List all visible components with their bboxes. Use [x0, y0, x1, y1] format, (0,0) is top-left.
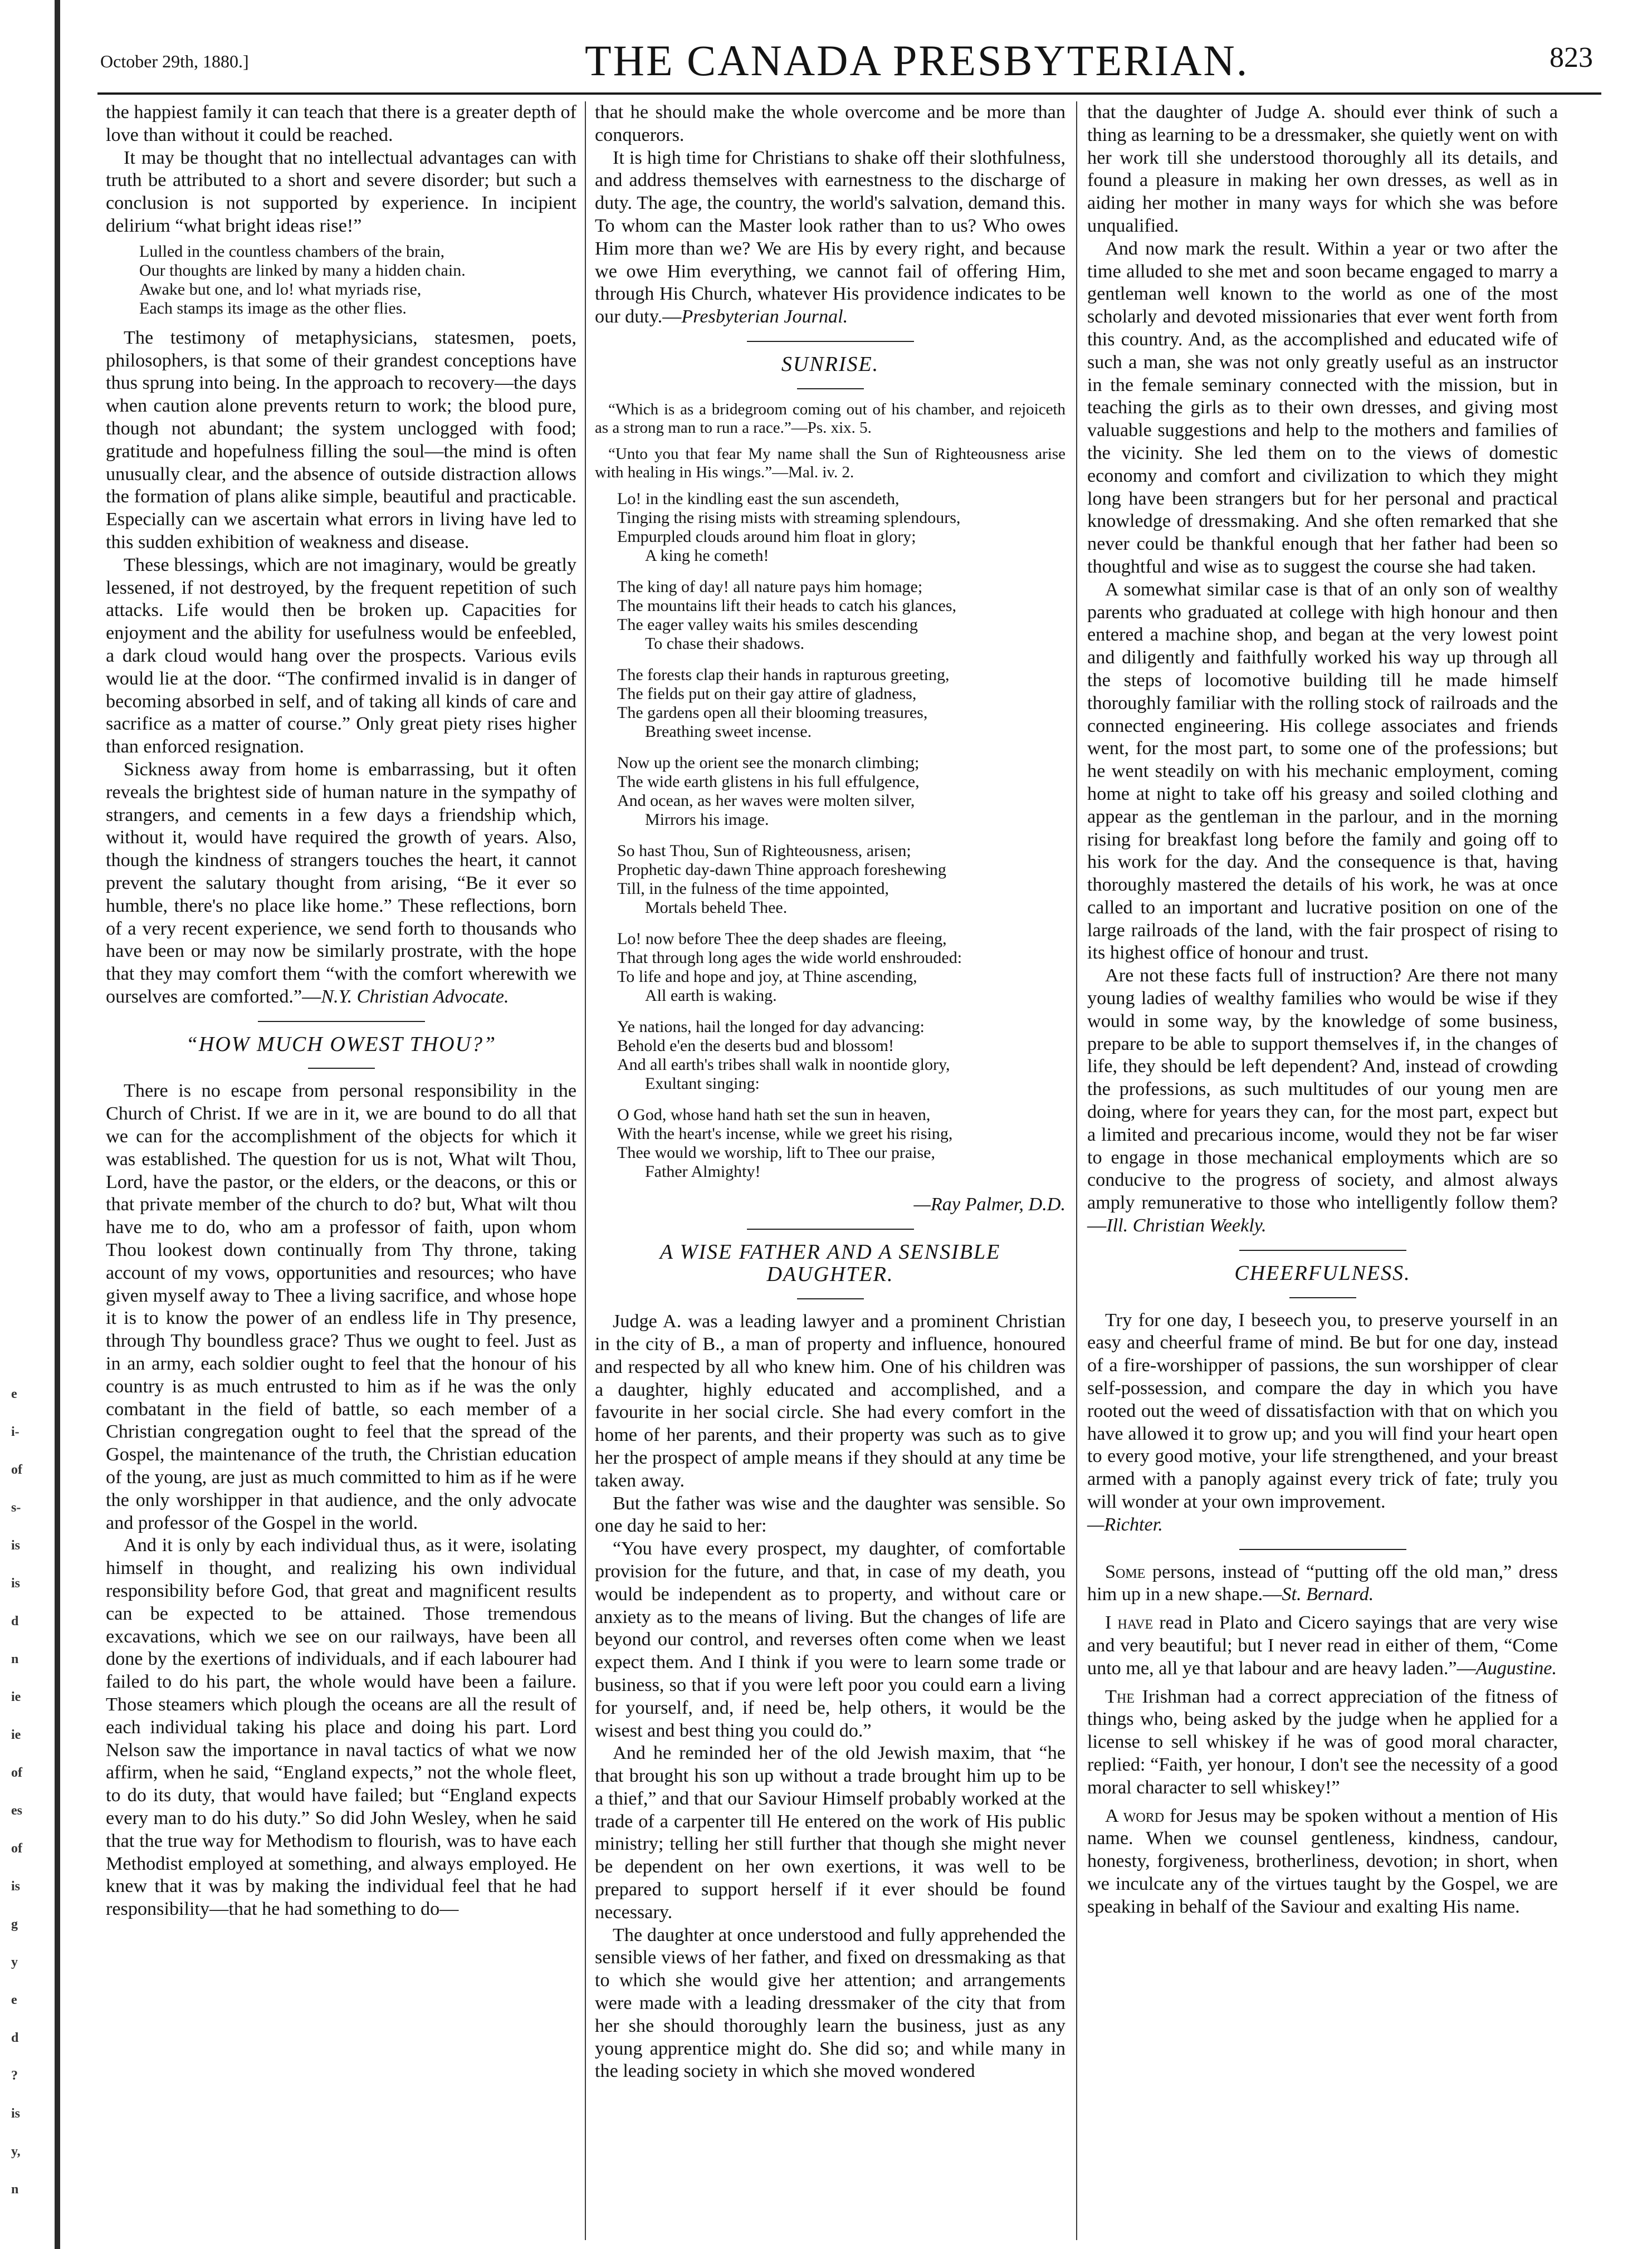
gutter-fragment: of	[11, 1841, 22, 1856]
paragraph	[1087, 1561, 1558, 1607]
paragraph-text: Irishman had a correct appreciation of the fitness of things who, being asked by the judge when he applied for a license to sell whiskey if he was of good moral character, replied: “Faith, yer honour, I don't see the necessity of a good moral character to sell whiskey!”	[1087, 1686, 1558, 1798]
column-divider	[1076, 101, 1077, 2240]
poem-line: To chase their shadows.	[645, 634, 805, 653]
poem-line: Ye nations, hail the longed for day advancing:	[617, 1017, 925, 1036]
poem-line: The fields put on their gay attire of gladness,	[617, 684, 917, 703]
paragraph	[1087, 1805, 1558, 1919]
paragraph-text: Are not these facts full of instruction? Are there not many young ladies of wealthy families who would be wise if they would in some way, by the knowledge of some business, prepare to be able to support themselves if, in the changes of life, they should be left dependent? And, instead of crowding the professions, as such multitudes of our young men are doing, where for years they can, for the most part, expect but a limited and precarious income, would they not be far wiser to engage in those mechanical employments which are so conducive to the progress of society, and almost always amply remunerative to those who intelligently follow them?—	[1087, 965, 1558, 1236]
poem-line: The forests clap their hands in rapturous greeting,	[617, 665, 950, 684]
poem-line: Behold e'en the deserts bud and blossom!	[617, 1036, 894, 1055]
paragraph	[595, 147, 1066, 329]
poem-line: A king he cometh!	[645, 546, 769, 565]
poem-line: Till, in the fulness of the time appointed,	[617, 879, 889, 898]
masthead	[95, 32, 1599, 88]
verse-quote	[139, 242, 576, 318]
paragraph-text: persons, instead of “putting off the old man,” dress him up in a new shape.—	[1087, 1561, 1558, 1605]
article-credit: St. Bernard.	[1282, 1584, 1374, 1605]
newspaper-title: THE CANADA PRESBYTERIAN.	[585, 36, 1249, 85]
section-rule	[747, 341, 914, 342]
article-heading: “HOW MUCH OWEST THOU?”	[185, 1032, 497, 1056]
stanza	[617, 666, 1066, 741]
stanza	[617, 1106, 1066, 1181]
article-credit: Presbyterian Journal.	[681, 306, 848, 327]
gutter-fragment: of	[11, 1463, 22, 1477]
gutter-fragment: is	[11, 1879, 21, 1894]
poem-line: The mountains lift their heads to catch his glances,	[617, 596, 956, 615]
poem-line: Tinging the rising mists with streaming splendours,	[617, 508, 961, 527]
article-credit: Ill. Christian Weekly.	[1106, 1215, 1267, 1236]
column-2	[595, 101, 1066, 2083]
gutter-fragment: y	[11, 1955, 18, 1969]
gutter-fragment: e	[11, 1993, 17, 2007]
verse-line: Our thoughts are linked by many a hidden chain.	[139, 261, 466, 280]
poem-line: The eager valley waits his smiles descending	[617, 615, 918, 634]
poem-line: With the heart's incense, while we greet his rising,	[617, 1124, 953, 1143]
epigraph: “Unto you that fear My name shall the Sun of Righteousness arise with healing in His wings.”—Mal. iv. 2.	[595, 444, 1066, 481]
verse-line: Each stamps its image as the other flies.	[139, 299, 407, 317]
poem-line: Empurpled clouds around him float in glory;	[617, 527, 916, 546]
section-rule	[258, 1021, 425, 1022]
poem-line: Exultant singing:	[645, 1074, 760, 1093]
paragraph: Judge A. was a leading lawyer and a prominent Christian in the city of B., a man of property and influence, honoured and respected by all who knew him. One of his children was a daughter, highly educated and accomplished, and a favourite in her social circle. She had every comfort in the home of her parents, and their property was such as to give her the prospect of ample means if they should at any time be taken away.	[595, 1311, 1066, 1491]
poem-line: The wide earth glistens in his full effulgence,	[617, 772, 920, 791]
paragraph: A somewhat similar case is that of an only son of wealthy parents who graduated at college with high honour and then entered a machine shop, and began at the very lowest point and diligently and faithfully worked his way up through all the steps of locomotive building till he made himself thoroughly familiar with the rolling stock of railroads and the connected engineering. His college associates and friends went, for the most part, to some one of the professions; but he went steadily on with his mechanic employment, coming home at night to take off his greasy and soiled clothing and appear as the gentleman in the parlour, and in the morning rising for breakfast long before the family and going off to his work for the day. And the consequence is that, having thoroughly mastered the details of his work, he was at once called to an important and lucrative position on one of the large railroads of the land, with the fair prospect of rising to its highest office of honour and trust.	[1087, 579, 1558, 964]
binding-edge	[55, 0, 60, 2249]
poem-line: Now up the orient see the monarch climbing;	[617, 753, 920, 772]
poem-line: Lo! in the kindling east the sun ascendeth,	[617, 489, 900, 508]
poem-line: That through long ages the wide world enshrouded:	[617, 948, 962, 967]
stanza	[617, 754, 1066, 829]
heading-rule	[797, 388, 864, 389]
paragraph-text: Sickness away from home is embarrassing, but it often reveals the brightest side of human nature in the sympathy of strangers, and cements in a few days a friendship which, without it, would have required the growth of years. Also, though the kindness of strangers touches the heart, it cannot prevent the salutary thought from arising, “Be it ever so humble, there's no place like home.” These reflections, born of a very recent experience, we send forth to thousands who have been or may now be similarly prostrate, with the hope that they may comfort them “with the comfort wherewith we ourselves are comforted.”—	[106, 759, 576, 1007]
stanza	[617, 930, 1066, 1005]
gutter-fragment: e	[11, 1387, 17, 1401]
paragraph-text: Try for one day, I beseech you, to preserve yourself in an easy and cheerful frame of mind. Be but for one day, instead of a fire-worshipper of passions, the sun worshipper of clear self-possession, and compare the day in which you have rooted out the weed of dissatisfaction with that on which you have allowed it to grow up; and you will find your heart open to every good motive, your life strengthened, and your breast armed with a panoply against every trick of fate; truly you will wonder at your own improvement.	[1087, 1309, 1558, 1513]
heading-rule	[308, 1068, 375, 1069]
poem	[617, 490, 1066, 1181]
lead-word: The	[1105, 1686, 1135, 1707]
poem-line: And all earth's tribes shall walk in noontide glory,	[617, 1055, 950, 1074]
article-credit: —Richter.	[1087, 1514, 1163, 1535]
paragraph	[1087, 1309, 1558, 1514]
paragraph: The daughter at once understood and fully apprehended the sensible views of her father, and fixed on dressmaking as that to which she would give her attention; and arrangements were made with a leading dressmaker of the city that from her she should thoroughly learn the business, just as any young apprentice might do. She did so; and while many in the leading society in which she moved wondered	[595, 1924, 1066, 2082]
gutter-fragment: ie	[11, 1690, 21, 1704]
gutter-fragment: of	[11, 1766, 22, 1780]
gutter-fragment: ?	[11, 2069, 18, 2083]
heading-rule	[1289, 1297, 1356, 1298]
lead-word: Some	[1105, 1561, 1146, 1582]
paragraph	[1087, 965, 1558, 1238]
stanza	[617, 578, 1066, 653]
epigraph: “Which is as a bridegroom coming out of his chamber, and rejoiceth as a strong man to run a race.”—Ps. xix. 5.	[595, 400, 1066, 437]
gutter-fragment: y,	[11, 2144, 21, 2159]
gutter-fragment: is	[11, 1576, 21, 1591]
verse-line: Awake but one, and lo! what myriads rise,	[139, 280, 422, 299]
masthead-rule	[97, 92, 1601, 95]
paragraph: And now mark the result. Within a year or two after the time alluded to she met and soon became engaged to marry a gentleman well known to the world as one of the most scholarly and devoted missionaries that ever went forth from this country. And, as the accomplished and educated wife of such a man, she was not only greatly useful as an instructor in the female seminary connected with the mission, but in teaching the girls as to their own dresses, and giving most valuable suggestions and help to the mothers and families of the vicinity. She led them on to the views of domestic economy and comfort and civilization to which they might long have been strangers but for her personal and practical knowledge of dressmaking. And she often remarked that she never could be thankful enough that her father had been so thoughtful and wise as to suggest the course she had taken.	[1087, 238, 1558, 577]
paragraph: The testimony of metaphysicians, statesmen, poets, philosophers, is that some of their grandest conceptions have thus sprung into being. In the approach to recovery—the days when caution alone prevents return to work; the blood pure, though not abundant; the system unclogged with food; gratitude and hopefulness filling the soul—the mind is often unusually clear, and the absence of outside distraction allows the formation of plans alike simple, beautiful and practicable. Especially can we ascertain what errors in living have led to this sudden exhibition of weakness and disease.	[106, 327, 576, 553]
gutter-fragment: ie	[11, 1728, 21, 1742]
section-rule	[1239, 1250, 1406, 1251]
poem-line: To life and hope and joy, at Thine ascending,	[617, 967, 917, 986]
article-heading: CHEERFULNESS.	[1234, 1261, 1411, 1285]
poem-line: Father Almighty!	[645, 1162, 761, 1181]
issue-date: October 29th, 1880.]	[100, 51, 249, 71]
poem-line: Lo! now before Thee the deep shades are fleeing,	[617, 929, 947, 948]
column-3	[1087, 101, 1558, 1919]
gutter-fragment: g	[11, 1917, 18, 1932]
poem-line: Prophetic day-dawn Thine approach foreshewing	[617, 860, 946, 879]
paragraph-text: read in Plato and Cicero sayings that are very wise and very beautiful; but I never read in either of them, “Come unto me, all ye that labour and are heavy laden.”—	[1087, 1612, 1558, 1679]
article-heading: A WISE FATHER AND A SENSIBLE DAUGHTER.	[659, 1240, 1001, 1287]
paragraph: It may be thought that no intellectual advantages can with truth be attributed to a short and severe disorder; but such a conclusion is not supported by experience. In incipient delirium “what bright ideas rise!”	[106, 147, 576, 236]
section-rule	[747, 1229, 914, 1230]
paragraph	[1087, 1612, 1558, 1680]
gutter-fragment: n	[11, 2182, 19, 2197]
paragraph: But the father was wise and the daughter was sensible. So one day he said to her:	[595, 1493, 1066, 1537]
poem-line: Breathing sweet incense.	[645, 722, 812, 741]
stanza	[617, 842, 1066, 917]
article-credit: N.Y. Christian Advocate.	[321, 986, 509, 1007]
poem-line: The king of day! all nature pays him homage;	[617, 577, 923, 596]
gutter-fragment: d	[11, 2031, 19, 2045]
poem-line: Mortals beheld Thee.	[645, 898, 788, 917]
lead-word: A word	[1105, 1805, 1165, 1826]
column-divider	[585, 101, 586, 2240]
gutter-fragment: n	[11, 1652, 19, 1666]
stanza	[617, 490, 1066, 565]
poem-line: Thee would we worship, lift to Thee our praise,	[617, 1143, 935, 1162]
poem-line: All earth is waking.	[645, 986, 777, 1005]
poem-line: O God, whose hand hath set the sun in heaven,	[617, 1105, 931, 1124]
gutter-fragment: is	[11, 2106, 21, 2121]
paragraph: “You have every prospect, my daughter, of comfortable provision for the future, and that, in case of my death, you would be independent as to property, and without care or anxiety as to the means of living. But the changes of life are beyond our control, and reverses often come when we least expect them. And I think if you were to learn some trade or business, so that if you were left poor you could earn a living for yourself, and, if need be, help others, it would be the wisest and best thing you could do.”	[595, 1538, 1066, 1741]
gutter-fragment: is	[11, 1538, 21, 1553]
paragraph: And he reminded her of the old Jewish maxim, that “he that brought his son up without a trade brought him up to be a thief,” and that our Saviour Himself probably worked at the trade of a carpenter till He entered on the work of His public ministry; telling her still further that though she might never be dependent on her own exertions, it was well to be prepared to support herself if it ever should be found necessary.	[595, 1743, 1066, 1923]
poem-credit: —Ray Palmer, D.D.	[913, 1194, 1066, 1215]
poem-heading: SUNRISE.	[781, 352, 879, 376]
section-rule	[1239, 1549, 1406, 1550]
poem-line: Mirrors his image.	[645, 810, 769, 829]
article-credit: Augustine.	[1475, 1658, 1557, 1679]
lead-word: I have	[1105, 1612, 1154, 1634]
paragraph: that the daughter of Judge A. should ever think of such a thing as learning to be a dressmaker, she quietly went on with her work till she understood thoroughly all its details, and found a pleasure in making her own dresses, as well as in aiding her mother in many ways for which she was before unqualified.	[1087, 102, 1558, 236]
paragraph: These blessings, which are not imaginary, would be greatly lessened, if not destroyed, by the frequent repetition of such attacks. Life would then be broken up. Capacities for enjoyment and the ability for usefulness would be enfeebled, a dark cloud would hang over the prospects. Various evils would lie at the door. “The confirmed invalid is in danger of becoming absorbed in self, and of taking all kinds of care and sacrifice as a matter of course.” Only great piety rises higher than enforced resignation.	[106, 554, 576, 757]
paragraph: And it is only by each individual thus, as it were, isolating himself in thought, and realizing his own individual responsibility before God, that great and magnificent results can be expected to be attained. Those tremendous excavations, which we see on our railways, have been all done by the exertions of individuals, and if each labourer had failed to do his part, the whole would have been a failure. Those steamers which plough the oceans are all the result of each individual taking his place and doing his part. Lord Nelson saw the importance in naval tactics of what we now affirm, when he said, “England expects,” not the whole fleet, to do its duty, that would have failed; but “England expects every man to do his duty.” So did John Wesley, when he said that the true way for Methodism to flourish, was to have each Methodist employed at something, and always employed. He knew that it was by making the individual feel that he had responsibility—that he had something to do—	[106, 1535, 576, 1920]
paragraph-text: It is high time for Christians to shake off their slothfulness, and address themselves with earnestness to the discharge of duty. The age, the country, the world's salvation, demand this. To whom can the Master look rather than to us? Who owes Him more than we? We are His by every right, and because we owe Him everything, we cannot fail of offering Him, through His Church, whatever His providence indicates to be our duty.—	[595, 147, 1066, 327]
poem-line: And ocean, as her waves were molten silver,	[617, 791, 915, 810]
gutter-fragment: d	[11, 1614, 19, 1629]
paragraph: the happiest family it can teach that there is a greater depth of love than without it could be reached.	[106, 102, 576, 145]
poem-line: So hast Thou, Sun of Righteousness, arisen;	[617, 841, 911, 860]
paragraph	[106, 759, 576, 1009]
paragraph: There is no escape from personal responsibility in the Church of Christ. If we are in it, we are bound to do all that we can for the accomplishment of the objects for which it was established. The question for us is not, What wilt Thou, Lord, have the pastor, or the elders, or the deacons, or this or that private member of the church to do? but, What wilt thou have me to do, who am a professor of faith, upon whom Thou lookest down continually from Thy throne, taking account of my vows, opportunities and resources; who have given myself away to Thee a living sacrifice, and whose hope it is to know the power of an endless life in Thy presence, through Thy boundless grace? Thus we ought to feel. Just as in an army, each soldier ought to feel that the honour of his country is as much entrusted to him as if he was the only combatant in the field of battle, so each member of a Christian congregation ought to feel that the spread of the Gospel, the maintenance of the truth, the Christian education of the young, are just as much committed to him as if he were the only worshipper in that audience, and the only advocate and professor of the Gospel in the world.	[106, 1081, 576, 1533]
heading-rule	[797, 1298, 864, 1299]
verse-line: Lulled in the countless chambers of the brain,	[139, 242, 445, 261]
paragraph: that he should make the whole overcome and be more than conquerors.	[595, 102, 1066, 145]
gutter-fragment: i-	[11, 1425, 19, 1439]
page-number: 823	[1550, 42, 1593, 74]
paragraph	[1087, 1686, 1558, 1800]
stanza	[617, 1018, 1066, 1093]
poem-line: The gardens open all their blooming treasures,	[617, 703, 928, 722]
gutter-fragment: es	[11, 1803, 22, 1818]
column-1	[106, 101, 576, 1921]
gutter-fragment: s-	[11, 1500, 21, 1515]
paragraph-text: for Jesus may be spoken without a mention of His name. When we counsel gentleness, kindness, candour, honesty, forgiveness, brotherliness, devotion; in short, when we inculcate any of the virtues taught by the Gospel, we are speaking in behalf of the Saviour and exalting His name.	[1087, 1805, 1558, 1917]
